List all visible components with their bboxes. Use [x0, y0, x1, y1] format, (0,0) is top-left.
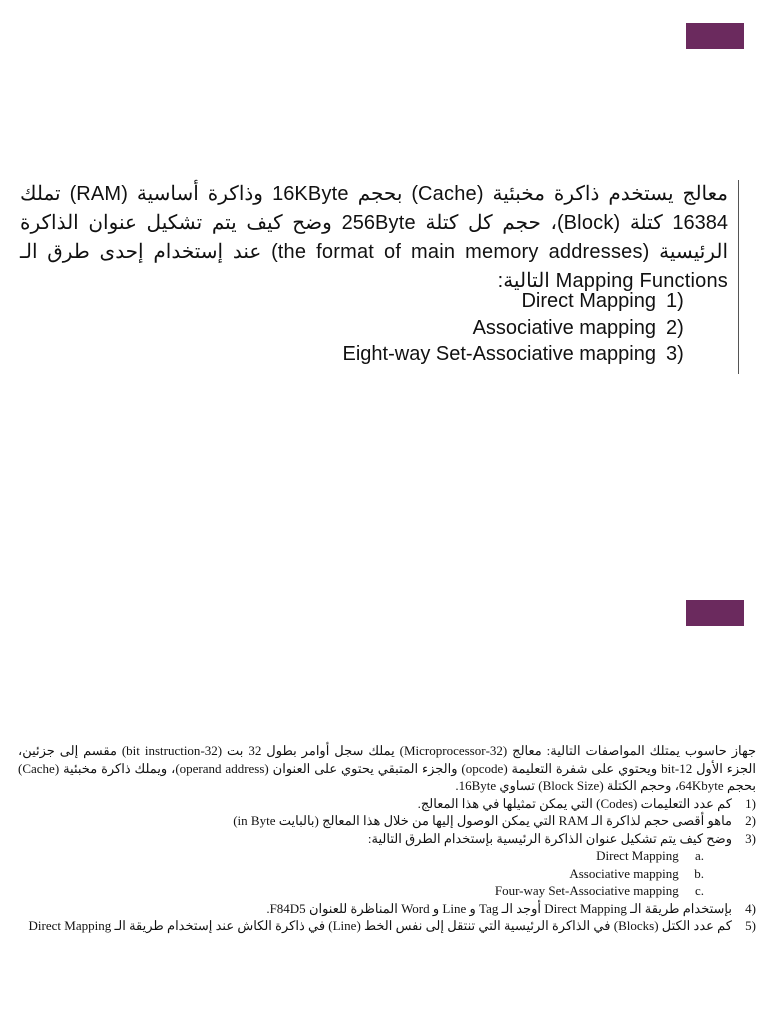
- list-item: 3) وضح كيف يتم تشكيل عنوان الذاكرة الرئيسية بإستخدام الطرق التالية:: [367, 830, 756, 846]
- question-1: [20, 180, 739, 374]
- section-marker-bottom: [686, 600, 744, 626]
- question-2-items-continued: [18, 900, 756, 935]
- question-1-text: معالج يستخدم ذاكرة مخبئية (Cache) بحجم 16KByte وذاكرة أساسية (RAM) تملك 16384 كتلة (Block)، حجم كل كتلة 256Byte وضح كيف يتم تشكيل عنوان الذاكرة الرئيسية (the format of main memory addresses) عند إستخدام إحدى طرق الـ Mapping Functions التالية:: [20, 183, 728, 292]
- list-item: 5) كم عدد الكتل (Blocks) في الذاكرة الرئيسية التي تنتقل إلى نفس الخط (Line) في ذاكرة الكاش عند إستخدام طريقة الـ Direct Mapping: [28, 918, 756, 933]
- list-item: 2) ماهو أقصى حجم لذاكرة الـ RAM التي يمكن الوصول إليها من خلال هذا المعالج (بالبايت in Byte): [233, 813, 756, 828]
- sub-item: Four-way Set-Associative mapping c.: [494, 883, 704, 898]
- list-item: 4) بإستخدام طريقة الـ Direct Mapping أوجد الـ Tag و Line و Word المناظرة للعنوان F84D5.: [266, 900, 756, 916]
- question-2-text: جهاز حاسوب يمتلك المواصفات التالية: معالج (32-Microprocessor) يملك سجل أوامر بطول 32 بت (32-bit instruction) مقسم إلى جزئين، الجزء الأول 12-bit ويحتوي على شفرة التعليمة (opcode) والجزء المتبقي يحتوي على العنوان (operand address)، ويملك ذاكرة مخبئية (Cache) بحجم 64Kbyte، وحجم الكتلة (Block Size) تساوي 16Byte.: [18, 743, 756, 793]
- question-2: [18, 742, 756, 935]
- question-1-options: [343, 288, 692, 368]
- option-1: Direct Mapping 1): [521, 290, 684, 312]
- sub-item: Associative mapping b.: [569, 865, 704, 881]
- sub-item: Direct Mapping a.: [596, 848, 704, 863]
- option-3: Eight-way Set-Associative mapping 3): [342, 343, 684, 365]
- section-marker-top: [686, 23, 744, 49]
- list-item: 1) كم عدد التعليمات (Codes) التي يمكن تمثيلها في هذا المعالج.: [417, 795, 756, 811]
- question-2-items: [18, 795, 756, 848]
- option-2: Associative mapping 2): [472, 316, 684, 339]
